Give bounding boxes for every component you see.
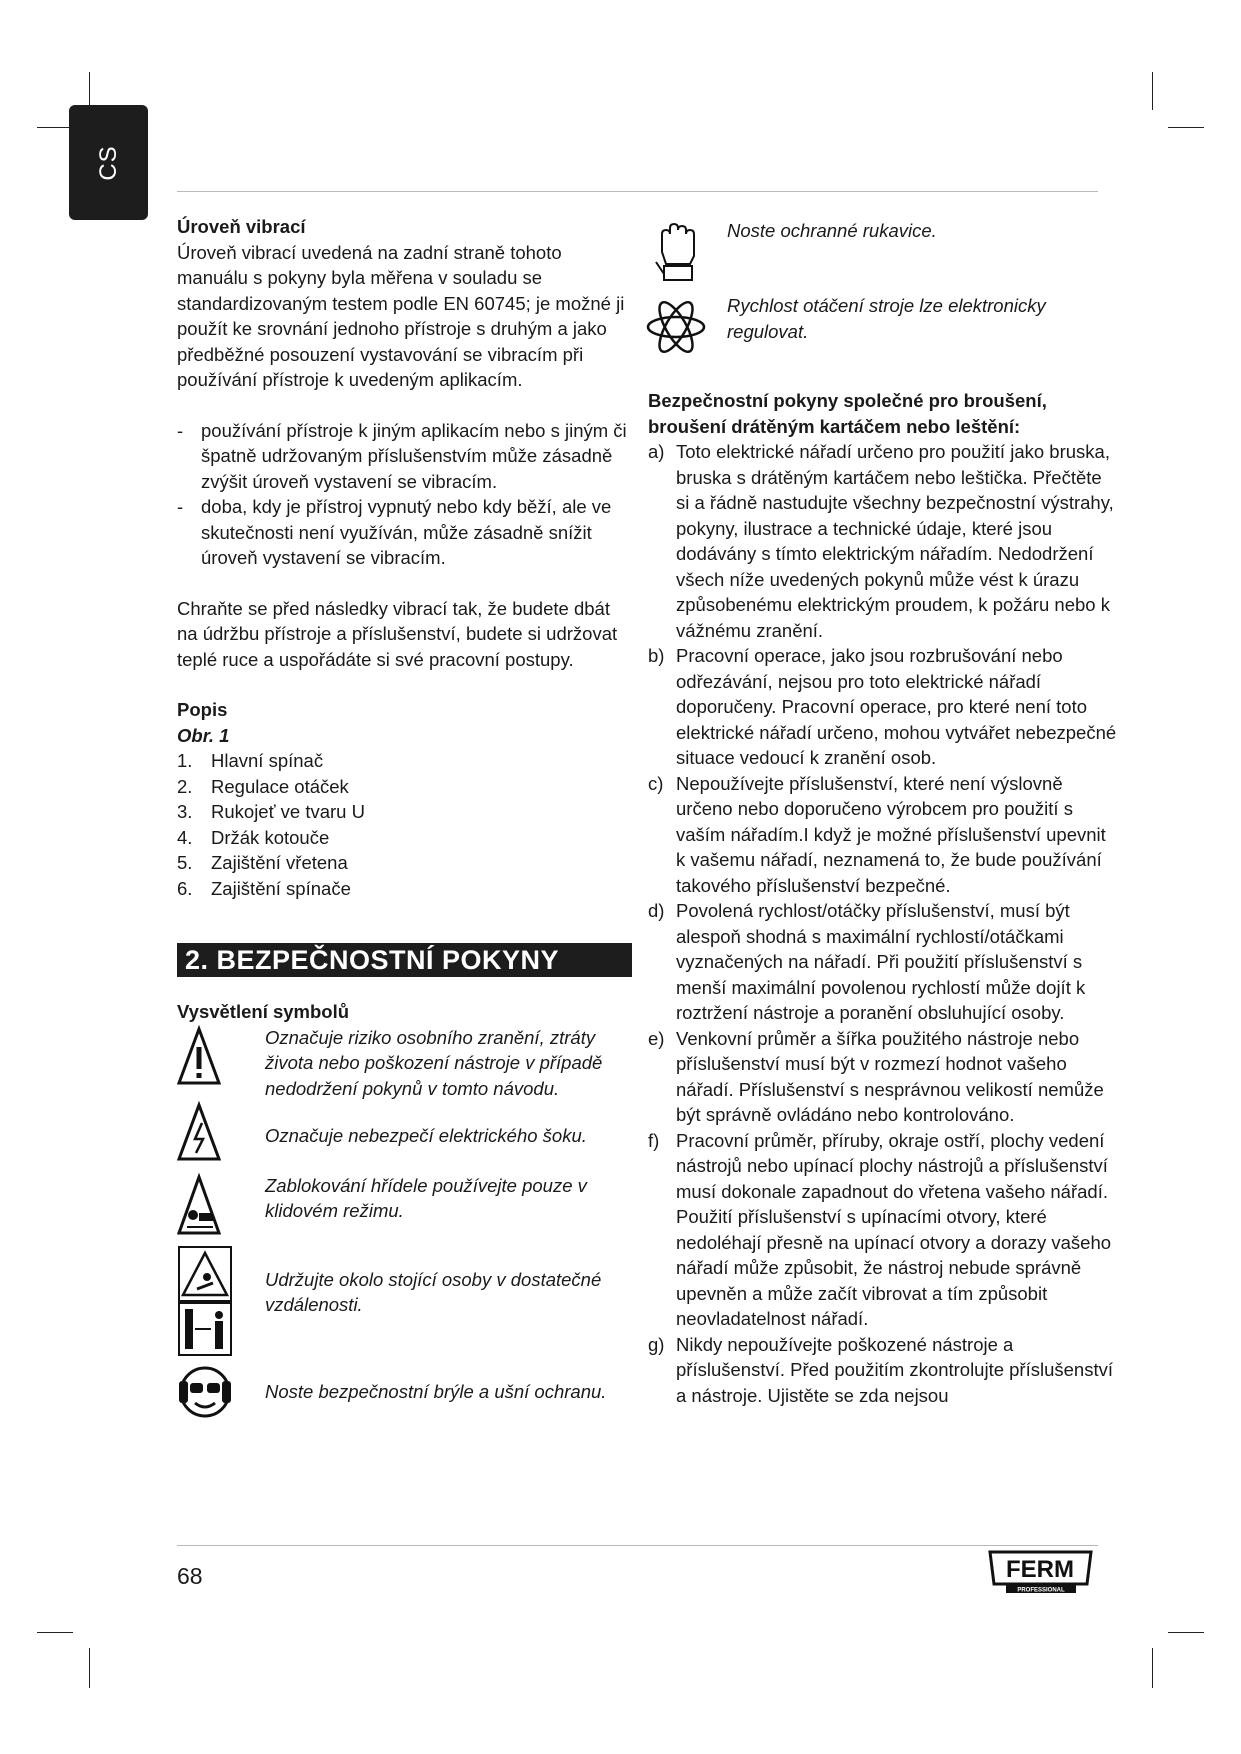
symbol-row [177,1365,632,1425]
page-number: 68 [177,1563,203,1589]
logo-text: FERM [1006,1556,1074,1583]
dash-item-text: používání přístroje k jiným aplikacím nebo s jiným či špatně udržovaným příslušenstvím může zásadně zvýšit úroveň vystavení se vibracím. [201,419,627,492]
safety-item: e) Venkovní průměr a šířka použitého nástroje nebo příslušenství musí být v rozmezí hodnot vašeho nářadí. Příslušenství s nesprávnou velikostí nemůže být správně ovládáno nebo kontrolováno. [648,1027,1104,1125]
section-title: 2. BEZPEČNOSTNÍ POKYNY [177,943,632,977]
warning-triangle-icon [177,1025,261,1092]
crop-mark [37,1632,73,1633]
safety-item: g) Nikdy nepoužívejte poškozené nástroje a příslušenství. Před použitím zkontrolujte příslušenství a nástroje. Ujistěte se zda nejsou [648,1333,1113,1406]
crop-mark [1152,1648,1153,1688]
crop-mark [1168,1632,1204,1633]
dash-item-text: doba, kdy je přístroj vypnutý nebo kdy běží, ale ve skutečnosti není využíván, může zásadně snížit úroveň vystavení se vibracím. [201,496,612,568]
ferm-logo [984,1548,1097,1594]
popis-figure-ref: Obr. 1 [177,724,230,746]
vibration-heading: Úroveň vibrací [177,216,306,237]
list-item: 5. Zajištění vřetena [177,852,348,873]
language-code: CS [94,144,122,181]
safety-item: d) Povolená rychlost/otáčky příslušenství, musí být alespoň shodná s maximální rychlostí/otáčkami vyznačených na nářadí. Při použití příslušenství s menší maximální povolenou rychlostí může dojít k roztržení nástroje a poranění obsluhující osoby. [648,900,1086,1023]
symbol-text: Označuje nebezpečí elektrického šoku. [265,1124,587,1146]
dash-item: - doba, kdy je přístroj vypnutý nebo kdy běží, ale ve skutečnosti není využíván, může zásadně snížit úroveň vystavení se vibracím. [177,494,632,571]
crop-mark [37,127,73,128]
speed-control-icon [645,296,707,363]
safety-item: a) Toto elektrické nářadí určeno pro použití jako bruska, bruska s drátěným kartáčem nebo leštička. Přečtěte si a řádně nastudujte všechny bezpečnostní výstrahy, pokyny, ilustrace a technické údaje, které jsou dodávány s tímto elektrickým nářadím. Nedodržení všech níže uvedených pokynů může vést k úrazu způsobenému elektrickým proudem, k požáru nebo k vážnému zranění. [648,441,1114,641]
electric-shock-icon [177,1101,261,1168]
symbol-text: Noste bezpečnostní brýle a ušní ochranu. [265,1380,607,1402]
crop-mark [1152,72,1153,110]
language-tab [69,105,148,220]
speed-text: Rychlost otáčení stroje lze elektronicky regulovat. [727,295,1046,342]
list-item: 4. Držák kotouče [177,826,330,848]
header-rule [177,191,1098,192]
popis-heading: Popis [177,699,228,720]
left-column [177,214,632,1425]
bystanders-icon [177,1245,261,1364]
gloves-text: Noste ochranné rukavice. [727,220,937,241]
list-item: 3. Rukojeť ve tvaru U [177,801,365,822]
symbol-row [177,1101,632,1173]
goggles-ear-protection-icon [177,1365,261,1426]
spindle-lock-icon [177,1173,261,1242]
vibration-text: Úroveň vibrací uvedená na zadní straně tohoto manuálu s pokyny byla měřena v souladu se standardizovaným testem podle EN 60745; je možné ji použít ke srovnání jednoho přístroje s druhým a jako předběžné posouzení vystavování se vibracím při používání přístroje k uvedeným aplikacím. [177,241,625,390]
crop-mark [1168,127,1204,128]
protect-text: Chraňte se před následky vibrací tak, že budete dbát na údržbu přístroje a příslušenství, budete si udržovat teplé ruce a uspořádáte si své pracovní postupy. [177,597,618,670]
footer-rule [177,1545,1098,1546]
symbol-row [177,1173,632,1245]
safety-item: f) Pracovní průměr, příruby, okraje ostří, plochy vedení nástrojů nebo upínací plochy nástrojů a příslušenství musí dokonale zapadnout do vřetena vašeho nářadí. Použití příslušenství s upínacími otvory, které nedoléhají přesně na upínací otvory a dorazy vašeho nářadí může způsobit, že nástroj nebude správně upevněn a může začít vibrovat a tím způsobit neovladatelnost nářadí. [648,1129,1112,1329]
list-item: 6. Zajištění spínače [177,877,351,899]
gloves-icon [652,222,704,289]
dash-item: - používání přístroje k jiným aplikacím nebo s jiným či špatně udržovaným příslušenstvím může zásadně zvýšit úroveň vystavení se vibracím. [177,418,632,495]
safety-item: c) Nepoužívejte příslušenství, které není výslovně určeno nebo doporučeno výrobcem pro použití s vaším nářadím.I když je možné příslušenství upevnit k vašemu nářadí, neznamená to, že bude používání takového příslušenství bezpečné. [648,772,1106,896]
logo-subtext: PROFESSIONAL [1017,1587,1065,1594]
safety-item: b) Pracovní operace, jako jsou rozbrušování nebo odřezávání, nejsou pro toto elektrické nářadí doporučeny. Pracovní operace, pro které není toto elektrické nářadí určeno, mohou vytvářet nebezpečné situace vedoucí k zranění osob. [648,645,1117,768]
symbol-row [177,1245,632,1365]
right-column [648,388,1118,1408]
safety-heading: Bezpečnostní pokyny společné pro broušení, broušení drátěným kartáčem nebo leštění: [648,390,1047,437]
symbol-text: Zablokování hřídele používejte pouze v klidovém režimu. [265,1174,587,1221]
list-item: 2. Regulace otáček [177,775,349,797]
symbol-text: Označuje riziko osobního zranění, ztráty života nebo poškození nástroje v případě nedodržení pokynů v tomto návodu. [265,1026,603,1099]
list-item: 1. Hlavní spínač [177,750,324,771]
symbol-text: Udržujte okolo stojící osoby v dostatečné vzdálenosti. [265,1268,602,1315]
symbol-row [177,1025,632,1101]
crop-mark [89,1648,90,1688]
symbols-heading: Vysvětlení symbolů [177,1001,350,1022]
